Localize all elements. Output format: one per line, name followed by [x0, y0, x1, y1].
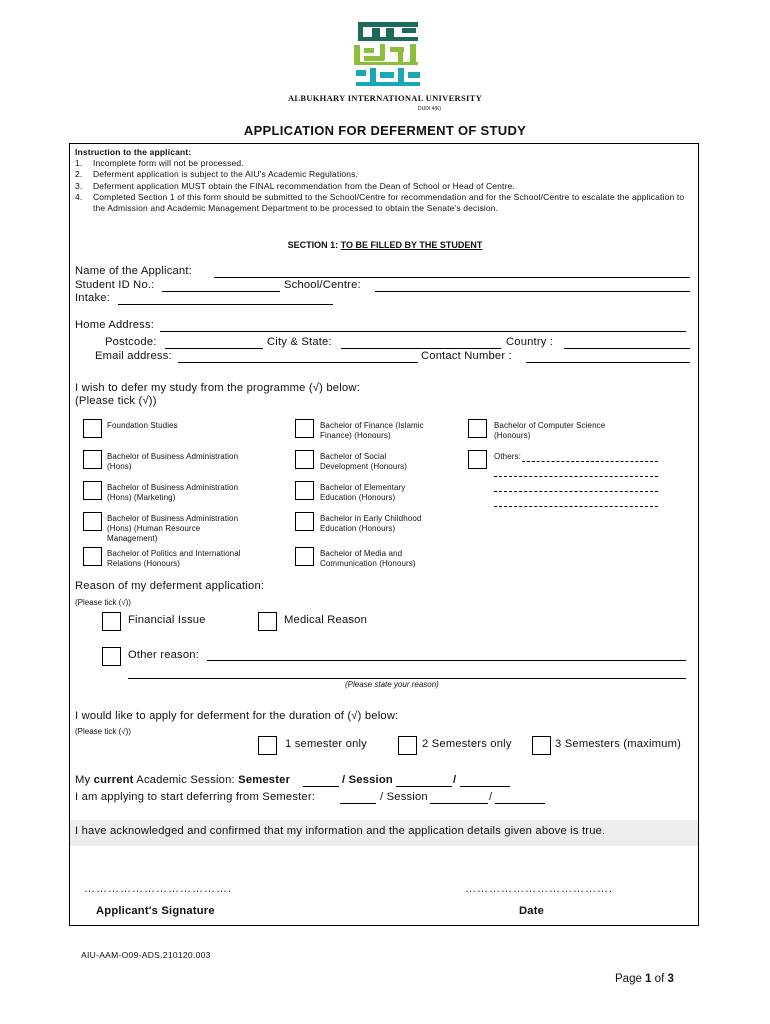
programme-label: Bachelor of Business Administration (Hons) (Human Resource Management): [107, 514, 239, 543]
current-session-line: My current Academic Session: Semester: [75, 774, 291, 786]
reason-other-field-2[interactable]: [128, 678, 686, 679]
others-field-1[interactable]: [522, 461, 658, 462]
programme-label: Bachelor of Business Administration (Hons) (Marketing): [107, 483, 239, 502]
date-label: Date: [519, 905, 545, 917]
document-code: DUDI 4(K): [418, 106, 442, 112]
duration-3-semesters-label: 3 Semesters (maximum): [555, 738, 682, 750]
others-field-3[interactable]: [494, 491, 658, 492]
reason-checkbox-other[interactable]: [102, 647, 121, 666]
programme-checkbox-bba-marketing[interactable]: [83, 481, 102, 500]
student-id-label: Student ID No.:: [75, 279, 155, 291]
email-field[interactable]: [178, 362, 418, 363]
reason-tick-note: (Please tick (√)): [75, 598, 131, 607]
programme-tick-note: (Please tick (√)): [75, 395, 157, 407]
programme-checkbox-others[interactable]: [468, 450, 487, 469]
programme-label: Bachelor of Finance (Islamic Finance) (Honours): [320, 421, 424, 440]
deferring-session-slash: /: [489, 791, 493, 803]
duration-checkbox-3-semesters[interactable]: [532, 736, 551, 755]
programme-checkbox-social-development[interactable]: [295, 450, 314, 469]
footer-document-code: AIU-AAM-O09-ADS.210120.003: [81, 950, 211, 960]
current-semester-field[interactable]: [303, 786, 339, 787]
section-1-title: SECTION 1: TO BE FILLED BY THE STUDENT: [287, 240, 483, 250]
university-name: ALBUKHARY INTERNATIONAL UNIVERSITY: [287, 93, 483, 103]
duration-2-semesters-label: 2 Semesters only: [422, 738, 512, 750]
programme-checkbox-early-childhood[interactable]: [295, 512, 314, 531]
programme-checkbox-computer-science[interactable]: [468, 419, 487, 438]
programme-label: Bachelor of Politics and International Relations (Honours): [107, 549, 241, 568]
city-state-label: City & State:: [267, 336, 332, 348]
postcode-field[interactable]: [165, 348, 263, 349]
reason-prompt: Reason of my deferment application:: [75, 580, 265, 592]
programme-label: Bachelor of Media and Communication (Honours): [320, 549, 416, 568]
programme-label: Bachelor of Business Administration (Hons): [107, 452, 239, 471]
form-title: APPLICATION FOR DEFERMENT OF STUDY: [243, 123, 527, 138]
aiu-arabic-logo-icon: [352, 20, 424, 90]
reason-financial-label: Financial Issue: [128, 614, 206, 626]
deferring-session-field-2[interactable]: [495, 803, 545, 804]
contact-field[interactable]: [526, 362, 690, 363]
programme-checkbox-finance[interactable]: [295, 419, 314, 438]
page-indicator: Page 1 of 3: [615, 973, 674, 985]
country-field[interactable]: [564, 348, 690, 349]
duration-prompt: I would like to apply for deferment for the duration of (√) below:: [75, 710, 399, 722]
programme-label: Bachelor of Social Development (Honours): [320, 452, 408, 471]
deferring-label: I am applying to start deferring from Semester:: [75, 791, 316, 803]
programme-label: Bachelor in Early Childhood Education (Honours): [320, 514, 422, 533]
reason-medical-label: Medical Reason: [284, 614, 368, 626]
name-field[interactable]: [214, 277, 690, 278]
programme-label: Foundation Studies: [107, 421, 178, 430]
acknowledgement-text: I have acknowledged and confirmed that my information and the application details given above is true.: [75, 825, 606, 837]
reason-state-note: (Please state your reason): [345, 680, 439, 689]
instruction-item: 1. Incomplete form will not be processed.: [75, 158, 244, 169]
home-address-label: Home Address:: [75, 319, 155, 331]
date-field[interactable]: ……………………………….: [465, 883, 614, 895]
contact-label: Contact Number :: [421, 350, 512, 362]
programme-label: Bachelor of Computer Science (Honours): [494, 421, 606, 440]
postcode-label: Postcode:: [105, 336, 157, 348]
deferring-semester-field[interactable]: [340, 803, 376, 804]
others-field-4[interactable]: [494, 506, 658, 507]
school-label: School/Centre:: [284, 279, 361, 291]
school-field[interactable]: [375, 291, 690, 292]
intake-field[interactable]: [118, 304, 333, 305]
programme-checkbox-media[interactable]: [295, 547, 314, 566]
instruction-item: 2. Deferment application is subject to the AIU’s Academic Regulations.: [75, 169, 359, 180]
programme-checkbox-bba-hrm[interactable]: [83, 512, 102, 531]
programme-checkbox-politics[interactable]: [83, 547, 102, 566]
programme-label: Bachelor of Elementary Education (Honours): [320, 483, 406, 502]
instruction-item: 3. Deferment application MUST obtain the FINAL recommendation from the Dean of School or Head of Centre.: [75, 180, 515, 191]
reason-checkbox-financial[interactable]: [102, 612, 121, 631]
intake-label: Intake:: [75, 292, 110, 304]
city-state-field[interactable]: [341, 348, 501, 349]
deferring-session-field-1[interactable]: [430, 803, 488, 804]
country-label: Country :: [506, 336, 554, 348]
programme-checkbox-elementary-education[interactable]: [295, 481, 314, 500]
duration-checkbox-1-semester[interactable]: [258, 736, 277, 755]
signature-field[interactable]: ……………………………….: [84, 883, 233, 895]
current-session-slash: /: [453, 774, 457, 786]
current-session-field-2[interactable]: [460, 786, 510, 787]
programme-checkbox-bba[interactable]: [83, 450, 102, 469]
others-label: Others:: [494, 452, 521, 461]
current-session-label: / Session: [342, 774, 393, 786]
reason-checkbox-medical[interactable]: [258, 612, 277, 631]
reason-other-field[interactable]: [207, 660, 686, 661]
name-label: Name of the Applicant:: [75, 265, 192, 277]
deferring-session-label: / Session: [380, 791, 428, 803]
instructions-block: [75, 147, 695, 214]
programme-prompt: I wish to defer my study from the programme (√) below:: [75, 382, 360, 394]
reason-other-label: Other reason:: [128, 649, 200, 661]
instructions-heading: Instruction to the applicant:: [75, 147, 192, 157]
email-label: Email address:: [95, 350, 172, 362]
duration-tick-note: (Please tick (√)): [75, 727, 131, 736]
student-id-field[interactable]: [162, 291, 280, 292]
current-session-field-1[interactable]: [396, 786, 452, 787]
programme-checkbox-foundation[interactable]: [83, 419, 102, 438]
applicant-signature-label: Applicant's Signature: [96, 905, 215, 917]
others-field-2[interactable]: [494, 476, 658, 477]
home-address-field[interactable]: [160, 331, 686, 332]
instruction-item: 4. Completed Section 1 of this form should be submitted to the School/Centre for recommendation and for the School/Centre to escalate the application to the Admission and Academic Management Department to be processed to obtain the Senate’s decision.: [75, 191, 685, 214]
duration-1-semester-label: 1 semester only: [285, 738, 367, 750]
duration-checkbox-2-semesters[interactable]: [398, 736, 417, 755]
